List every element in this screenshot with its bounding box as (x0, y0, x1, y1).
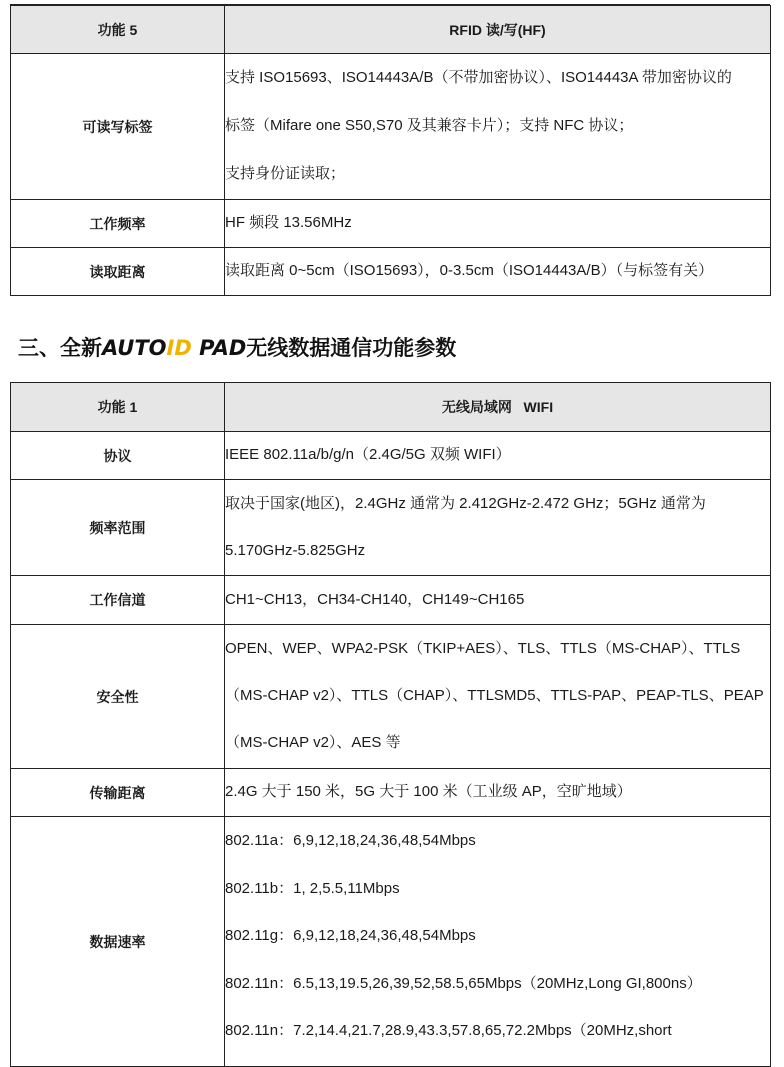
header-label: 功能 1 (11, 383, 225, 432)
value-line: 802.11b：1, 2,5.5,11Mbps (225, 879, 400, 897)
table-row (11, 54, 771, 200)
value-line: CH1~CH13，CH34-CH140，CH149~CH165 (225, 591, 525, 608)
table-header-row (11, 383, 771, 432)
value-line: 802.11n：7.2,14.4,21.7,28.9,43.3,57.8,65,72.2Mbps（20MHz,short (225, 1022, 672, 1040)
row-label: 安全性 (11, 625, 225, 769)
brand-highlight: ID (166, 336, 192, 360)
value-line: 2.4G 大于 150 米，5G 大于 100 米（工业级 AP，空旷地域） (225, 783, 632, 800)
value-line: IEEE 802.11a/b/g/n（2.4G/5G 双频 WIFI） (225, 446, 511, 463)
row-label: 工作频率 (11, 200, 225, 248)
rfid-spec-table (10, 5, 771, 296)
row-value (225, 54, 771, 200)
row-value (225, 817, 771, 1067)
header-value: RFID 读/写(HF) (225, 6, 771, 54)
table-row (11, 432, 771, 480)
value-line: HF 频段 13.56MHz (225, 214, 352, 231)
header-label: 功能 5 (11, 6, 225, 54)
value-line: 802.11g：6,9,12,18,24,36,48,54Mbps (225, 927, 476, 945)
table-row (11, 248, 771, 296)
row-value (225, 576, 771, 625)
value-line: 取决于国家(地区)，2.4GHz 通常为 2.412GHz-2.472 GHz；5GHz 通常为 (225, 495, 706, 512)
brand-part: AUTO (102, 336, 167, 360)
section-title (18, 330, 456, 366)
row-label: 读取距离 (11, 248, 225, 296)
value-line: 读取距离 0~5cm（ISO15693），0-3.5cm（ISO14443A/B）（与标签有关） (225, 262, 714, 279)
table-row (11, 769, 771, 817)
table-header-row (11, 6, 771, 54)
brand-part: PAD (191, 336, 247, 360)
value-line: 802.11n：6.5,13,19.5,26,39,52,58.5,65Mbps（20MHz,Long GI,800ns） (225, 974, 702, 992)
value-line: OPEN、WEP、WPA2-PSK（TKIP+AES）、TLS、TTLS（MS-CHAP）、TTLS (225, 640, 741, 657)
table-row (11, 625, 771, 769)
row-label: 传输距离 (11, 769, 225, 817)
row-label: 协议 (11, 432, 225, 480)
table-row (11, 480, 771, 576)
value-line: 5.170GHz-5.825GHz (225, 542, 366, 559)
row-value (225, 200, 771, 248)
value-line: 支持身份证读取； (225, 165, 346, 182)
row-label: 可读写标签 (11, 54, 225, 200)
row-value (225, 625, 771, 769)
value-line: 标签（Mifare one S50,S70 及其兼容卡片）；支持 NFC 协议； (225, 117, 634, 134)
row-value (225, 769, 771, 817)
header-value: 无线局域网 WIFI (225, 383, 771, 432)
table-row (11, 576, 771, 625)
row-value (225, 248, 771, 296)
table-row (11, 200, 771, 248)
row-value (225, 480, 771, 576)
row-label: 频率范围 (11, 480, 225, 576)
value-line: 支持 ISO15693、ISO14443A/B（不带加密协议）、ISO14443A 带加密协议的 (225, 69, 732, 86)
section-prefix: 三、全新 (18, 336, 102, 360)
section-suffix: 无线数据通信功能参数 (246, 336, 457, 360)
value-line: （MS-CHAP v2）、AES 等 (225, 734, 401, 751)
row-value (225, 432, 771, 480)
table-row (11, 817, 771, 1067)
wifi-spec-table (10, 382, 771, 1067)
value-line: 802.11a：6,9,12,18,24,36,48,54Mbps (225, 832, 476, 849)
row-label: 工作信道 (11, 576, 225, 625)
value-line: （MS-CHAP v2）、TTLS（CHAP）、TTLSMD5、TTLS-PAP、PEAP-TLS、PEAP (225, 687, 764, 704)
row-label: 数据速率 (11, 817, 225, 1067)
